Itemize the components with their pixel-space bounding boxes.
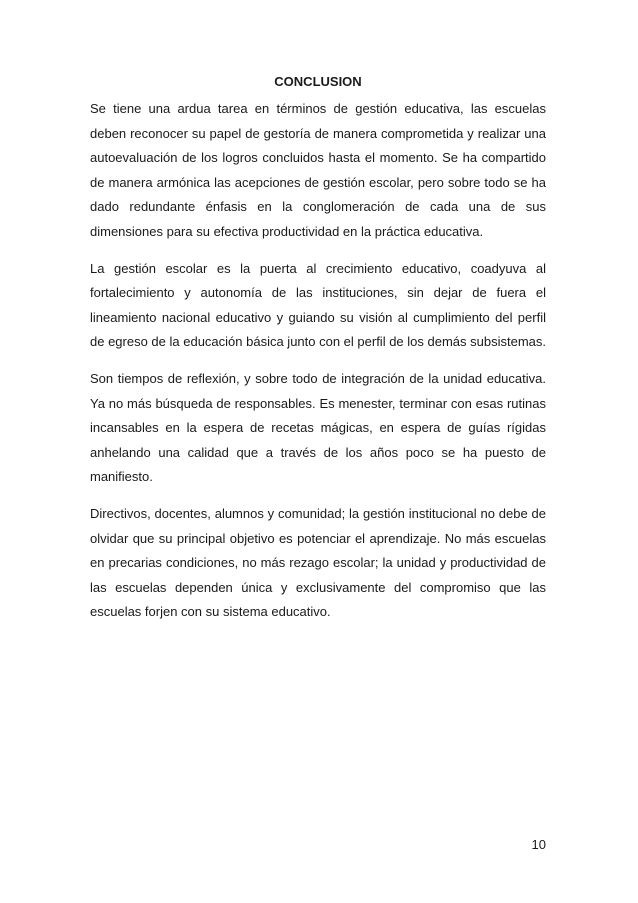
paragraph-2: La gestión escolar es la puerta al crecimiento educativo, coadyuva al fortalecimiento y autonomía de las instituciones, sin dejar de fuera el lineamiento nacional educativo y guiando su visión al cumplimiento del perfil de egreso de la educación básica junto con el perfil de los demás subsistemas.	[90, 260, 546, 350]
paragraph-1: Se tiene una ardua tarea en términos de gestión educativa, las escuelas deben reconocer su papel de gestoría de manera comprometida y realizar una autoevaluación de los logros concluidos hasta el momento. Se ha compartido de manera armónica las acepciones de gestión escolar, pero sobre todo se ha dado redundante énfasis en la conglomeración de cada una de sus dimensiones para su efectiva productividad en la práctica educativa.	[90, 101, 546, 239]
paragraph-3: Son tiempos de reflexión, y sobre todo de integración de la unidad educativa. Ya no más búsqueda de responsables. Es menester, terminar con esas rutinas incansables en la espera de recetas mágicas, en espera de guías rígidas anhelando una calidad que a través de los años poco se ha puesto de manifiesto.	[90, 370, 546, 485]
page-number: 10	[531, 837, 546, 852]
document-body	[90, 97, 546, 637]
page-title: CONCLUSION	[274, 74, 362, 89]
paragraph-4: Directivos, docentes, alumnos y comunidad; la gestión institucional no debe de olvidar que su principal objetivo es potenciar el aprendizaje. No más escuelas en precarias condiciones, no más rezago escolar; la unidad y productividad de las escuelas dependen única y exclusivamente del compromiso que las escuelas forjen con su sistema educativo.	[90, 505, 546, 620]
